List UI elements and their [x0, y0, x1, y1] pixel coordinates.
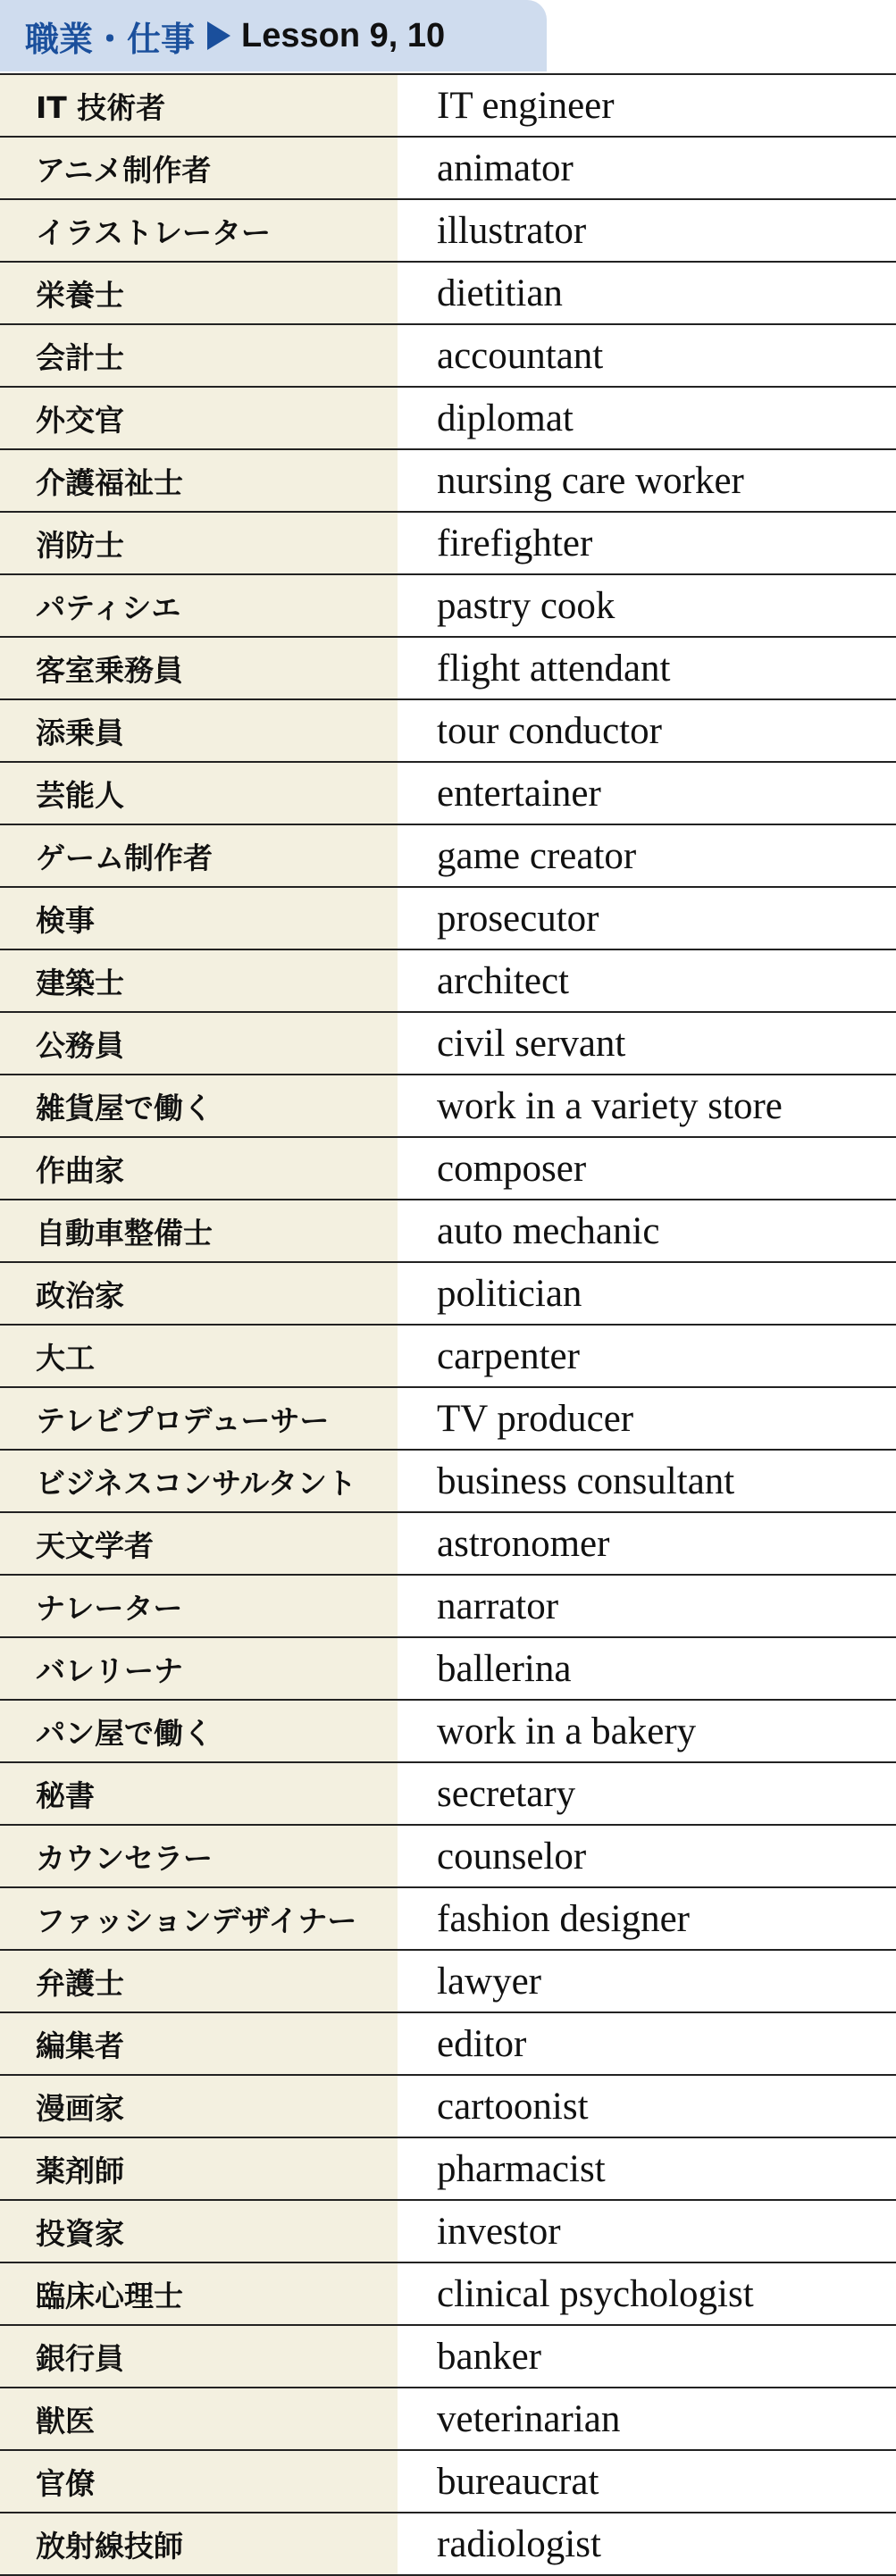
- japanese-term: 作曲家: [0, 1138, 398, 1199]
- table-row: [0, 1451, 896, 1513]
- english-term: pastry cook: [437, 584, 615, 627]
- english-term: politician: [437, 1272, 582, 1315]
- english-term: entertainer: [437, 772, 601, 815]
- table-row: [0, 75, 896, 138]
- table-row: [0, 1826, 896, 1888]
- table-row: [0, 1200, 896, 1263]
- japanese-term: 芸能人: [0, 763, 398, 824]
- table-row: [0, 1263, 896, 1326]
- english-term: flight attendant: [437, 647, 671, 690]
- english-term: dietitian: [437, 272, 563, 314]
- japanese-term: ビジネスコンサルタント: [0, 1451, 398, 1511]
- japanese-term: 介護福祉士: [0, 450, 398, 511]
- english-term: business consultant: [437, 1459, 735, 1502]
- table-row: [0, 888, 896, 950]
- japanese-term: カウンセラー: [0, 1826, 398, 1886]
- english-term: pharmacist: [437, 2147, 606, 2190]
- table-row: [0, 138, 896, 200]
- table-row: [0, 638, 896, 700]
- table-row: [0, 1951, 896, 2013]
- english-term: radiologist: [437, 2522, 601, 2565]
- english-term: TV producer: [437, 1397, 634, 1440]
- table-row: [0, 200, 896, 263]
- japanese-term: ナレーター: [0, 1576, 398, 1636]
- table-row: [0, 2263, 896, 2326]
- english-term: prosecutor: [437, 897, 599, 940]
- table-row: [0, 1638, 896, 1701]
- japanese-term: 放射線技師: [0, 2513, 398, 2574]
- japanese-term: 漫画家: [0, 2076, 398, 2137]
- japanese-term: 官僚: [0, 2451, 398, 2512]
- table-row: [0, 825, 896, 888]
- english-term: auto mechanic: [437, 1209, 660, 1252]
- english-term: work in a variety store: [437, 1084, 783, 1127]
- japanese-term: 消防士: [0, 513, 398, 573]
- table-row: [0, 2388, 896, 2451]
- english-term: narrator: [437, 1585, 559, 1627]
- english-term: illustrator: [437, 209, 587, 252]
- table-row: [0, 1075, 896, 1138]
- table-row: [0, 1888, 896, 1951]
- category-title: 職業・仕事: [25, 19, 196, 59]
- table-row: [0, 2326, 896, 2388]
- table-row: [0, 1138, 896, 1200]
- table-row: [0, 700, 896, 763]
- japanese-term: 雑貨屋で働く: [0, 1075, 398, 1136]
- japanese-term: ゲーム制作者: [0, 825, 398, 886]
- japanese-term: 客室乗務員: [0, 638, 398, 698]
- english-term: firefighter: [437, 522, 593, 565]
- japanese-term: アニメ制作者: [0, 138, 398, 198]
- japanese-term: パン屋で働く: [0, 1701, 398, 1761]
- japanese-term: 検事: [0, 888, 398, 949]
- english-term: game creator: [437, 834, 637, 877]
- table-row: [0, 575, 896, 638]
- table-row: [0, 2201, 896, 2263]
- japanese-term: 薬剤師: [0, 2138, 398, 2199]
- english-term: composer: [437, 1147, 587, 1190]
- table-row: [0, 1576, 896, 1638]
- japanese-term: 編集者: [0, 2013, 398, 2074]
- english-term: clinical psychologist: [437, 2272, 754, 2315]
- table-row: [0, 388, 896, 450]
- japanese-term: 添乗員: [0, 700, 398, 761]
- japanese-term: 建築士: [0, 950, 398, 1011]
- table-row: [0, 263, 896, 325]
- english-term: astronomer: [437, 1522, 610, 1565]
- table-row: [0, 2451, 896, 2513]
- lesson-label: Lesson 9, 10: [241, 16, 446, 54]
- japanese-term: 獣医: [0, 2388, 398, 2449]
- english-term: IT engineer: [437, 84, 615, 127]
- japanese-term: 大工: [0, 1326, 398, 1386]
- table-row: [0, 1326, 896, 1388]
- table-row: [0, 2076, 896, 2138]
- japanese-term: 投資家: [0, 2201, 398, 2262]
- table-row: [0, 513, 896, 575]
- japanese-term: 政治家: [0, 1263, 398, 1324]
- english-term: veterinarian: [437, 2397, 621, 2440]
- english-term: editor: [437, 2022, 527, 2065]
- english-term: ballerina: [437, 1647, 572, 1690]
- english-term: animator: [437, 146, 574, 189]
- table-row: [0, 450, 896, 513]
- japanese-term: 天文学者: [0, 1513, 398, 1574]
- english-term: nursing care worker: [437, 459, 744, 502]
- japanese-term: イラストレーター: [0, 200, 398, 261]
- english-term: counselor: [437, 1835, 587, 1878]
- table-row: [0, 1513, 896, 1576]
- vocabulary-table: [0, 73, 896, 2576]
- japanese-term: ファッションデザイナー: [0, 1888, 398, 1949]
- play-triangle-icon: [207, 21, 230, 50]
- english-term: architect: [437, 959, 570, 1002]
- english-term: cartoonist: [437, 2085, 589, 2128]
- table-row: [0, 2138, 896, 2201]
- japanese-term: 栄養士: [0, 263, 398, 323]
- japanese-term: 銀行員: [0, 2326, 398, 2387]
- english-term: work in a bakery: [437, 1710, 697, 1752]
- english-term: banker: [437, 2335, 541, 2378]
- table-row: [0, 325, 896, 388]
- japanese-term: バレリーナ: [0, 1638, 398, 1699]
- table-row: [0, 2013, 896, 2076]
- japanese-term: 臨床心理士: [0, 2263, 398, 2324]
- english-term: diplomat: [437, 397, 574, 439]
- header-tab: [0, 0, 547, 71]
- table-row: [0, 950, 896, 1013]
- japanese-term: 会計士: [0, 325, 398, 386]
- english-term: accountant: [437, 334, 604, 377]
- japanese-term: 公務員: [0, 1013, 398, 1074]
- table-row: [0, 1701, 896, 1763]
- table-row: [0, 1388, 896, 1451]
- japanese-term: 自動車整備士: [0, 1200, 398, 1261]
- english-term: tour conductor: [437, 709, 662, 752]
- japanese-term: IT 技術者: [0, 75, 398, 136]
- japanese-term: 外交官: [0, 388, 398, 448]
- table-row: [0, 2513, 896, 2576]
- japanese-term: 弁護士: [0, 1951, 398, 2011]
- english-term: civil servant: [437, 1022, 626, 1065]
- english-term: bureaucrat: [437, 2460, 599, 2503]
- english-term: carpenter: [437, 1334, 580, 1377]
- japanese-term: テレビプロデューサー: [0, 1388, 398, 1449]
- japanese-term: 秘書: [0, 1763, 398, 1824]
- english-term: lawyer: [437, 1960, 541, 2003]
- table-row: [0, 1013, 896, 1075]
- japanese-term: パティシエ: [0, 575, 398, 636]
- english-term: fashion designer: [437, 1897, 691, 1940]
- table-row: [0, 763, 896, 825]
- english-term: secretary: [437, 1772, 576, 1815]
- english-term: investor: [437, 2210, 561, 2253]
- table-row: [0, 1763, 896, 1826]
